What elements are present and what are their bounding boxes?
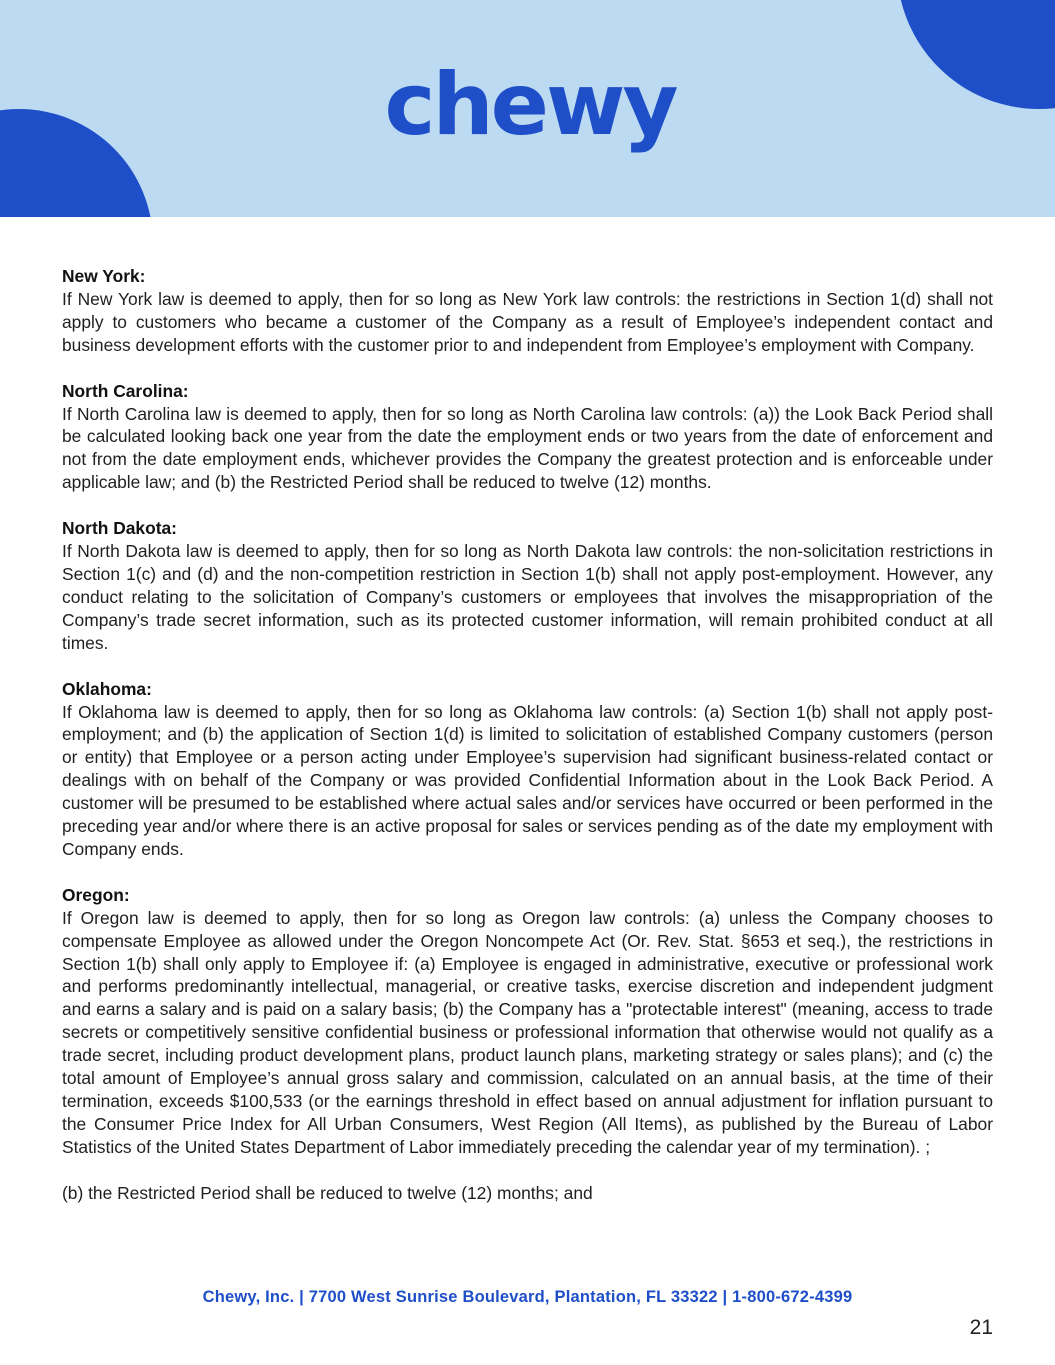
section-heading: Oklahoma: (62, 678, 152, 699)
section-body: If New York law is deemed to apply, then for so long as New York law controls: the restrictions in Section 1(d) shall not apply to customers who became a customer of the Company as a result of Employee’s independent contact and business development efforts with the customer prior to and independent from Employee’s employment with Company. (62, 288, 993, 355)
footer-contact: Chewy, Inc. | 7700 West Sunrise Boulevard, Plantation, FL 33322 | 1-800-672-4399 (202, 1288, 853, 1306)
section-oregon (62, 884, 993, 1159)
section-body: If Oregon law is deemed to apply, then for so long as Oregon law controls: (a) unless the Company chooses to compensate Employee as allowed under the Oregon Noncompete Act (Or. Rev. Stat. §653 et seq.), the restrictions in Section 1(b) shall only apply to Employee if: (a) Employee is engaged in administrative, executive or professional work and performs predominantly intellectual, managerial, or creative tasks, exercise discretion and independent judgment and earns a salary and is paid on a salary basis; (b) the Company has a "protectable interest" (meaning, access to trade secrets or competitively sensitive confidential business or professional information that otherwise would not qualify as a trade secret, including product development plans, product launch plans, marketing strategy or sales plans); and (c) the total amount of Employee’s annual gross salary and commission, calculated on an annual basis, at the time of their termination, exceeds $100,533 (or the earnings threshold in effect based on annual adjustment for inflation pursuant to the Consumer Price Index for All Urban Consumers, West Region (All Items), as published by the Bureau of Labor Statistics of the United States Department of Labor immediately preceding the calendar year of my termination). ; (62, 907, 993, 1157)
section-heading: New York: (62, 266, 146, 286)
section-north-carolina (62, 380, 993, 495)
section-heading: North Dakota: (62, 518, 177, 539)
header-banner (0, 0, 1055, 217)
section-oklahoma (62, 678, 993, 861)
continuation-text: (b) the Restricted Period shall be reduced to twelve (12) months; and (62, 1182, 593, 1203)
section-heading: Oregon: (62, 884, 130, 905)
decorative-circle-right (897, 0, 1055, 109)
section-new-york (62, 265, 993, 357)
document-body (62, 265, 993, 1205)
decorative-circle-left (0, 109, 153, 217)
section-north-dakota (62, 517, 993, 654)
section-body: If North Dakota law is deemed to apply, then for so long as North Dakota law controls: the non-solicitation restrictions in Section 1(c) and (d) and the non-competition restriction in Section 1(b) shall not apply post-employment. However, any conduct relating to the solicitation of Company’s customers or employees that involves the misappropriation of the Company’s trade secret information, such as its protected customer information, will remain prohibited conduct at all times. (62, 541, 993, 653)
section-body: If Oklahoma law is deemed to apply, then for so long as Oklahoma law controls: (a) Section 1(b) shall not apply post-employment; and (b) the application of Section 1(d) is limited to solicitation of established Company customers (person or entity) that Employee or a person acting under Employee’s supervision had significant business-related contact or dealings with on behalf of the Company or was provided Confidential Information about in the Look Back Period. A customer will be presumed to be established where actual sales and/or services have occurred or been performed in the preceding year and/or where there is an active proposal for sales or services pending as of the date my employment with Company ends. (62, 701, 993, 859)
page-number: 21 (969, 1316, 993, 1339)
section-heading: North Carolina: (62, 380, 189, 401)
chewy-logo (380, 52, 680, 162)
logo-text: chewy (384, 55, 676, 155)
section-body: If North Carolina law is deemed to apply, then for so long as North Carolina law controls: (a)) the Look Back Period shall be calculated looking back one year from the date the employment ends or two years from the date of enforcement and not from the date employment ends, whichever provides the Company the greatest protection and is enforceable under applicable law; and (b) the Restricted Period shall be reduced to twelve (12) months. (62, 403, 993, 493)
